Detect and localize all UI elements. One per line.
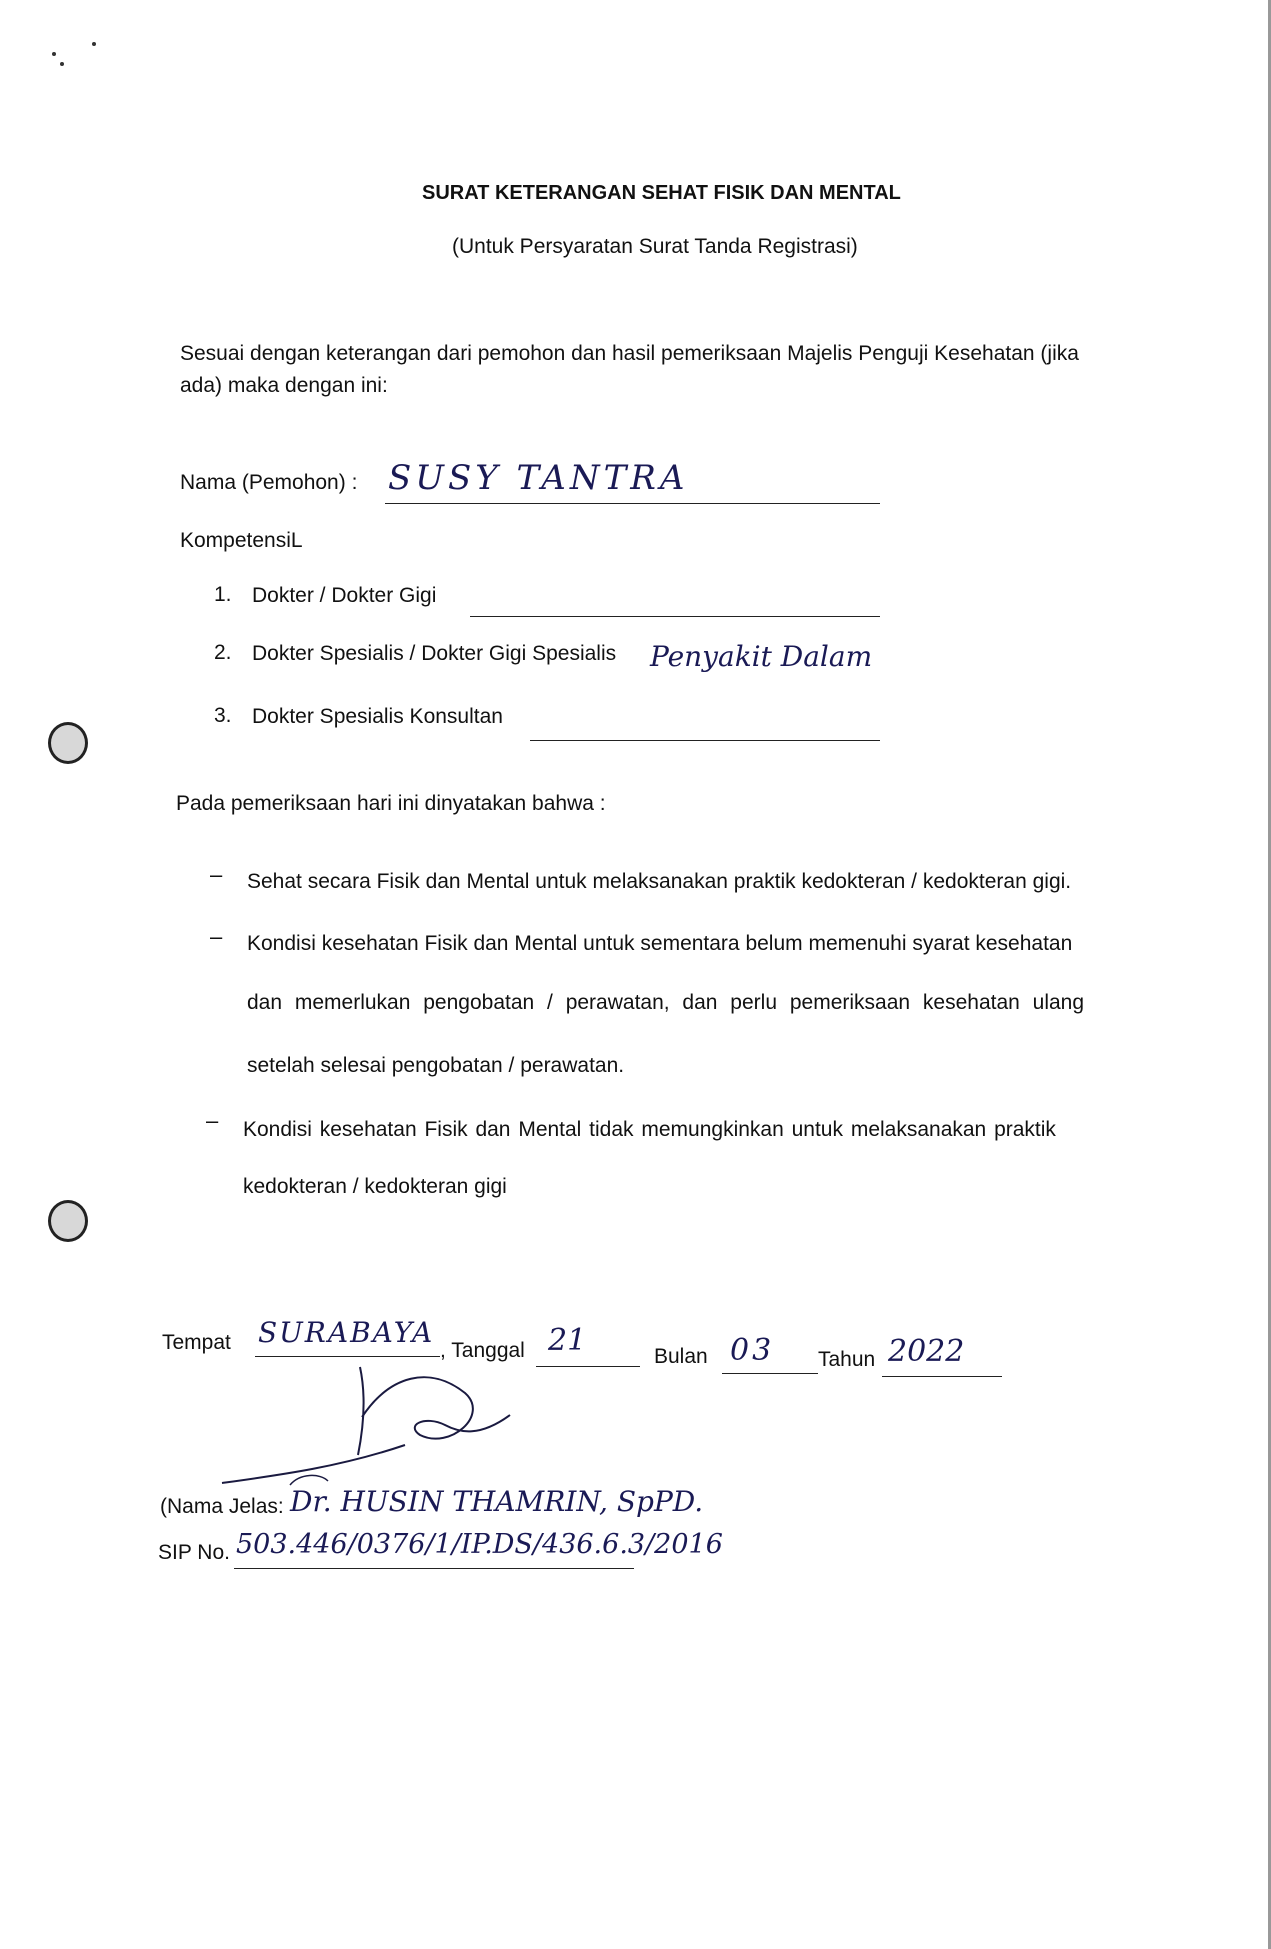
statement-3-bullet: – <box>206 1108 219 1133</box>
statement-2-line-2: dan memerlukan pengobatan / perawatan, dan perlu pemeriksaan kesehatan ulang <box>247 991 1085 1014</box>
competence-item-1-underline <box>470 616 880 617</box>
punch-hole-top <box>48 722 88 764</box>
sip-underline <box>234 1568 634 1569</box>
statement-3-line-2: kedokteran / kedokteran gigi <box>243 1175 507 1198</box>
applicant-name-value: SUSY TANTRA <box>388 458 689 498</box>
competence-item-2-number: 2. <box>214 641 232 664</box>
competence-item-2-label: Dokter Spesialis / Dokter Gigi Spesialis <box>252 642 617 665</box>
applicant-underline <box>385 503 880 504</box>
date-label: , Tanggal <box>440 1339 525 1362</box>
signatory-name-label: (Nama Jelas: <box>160 1495 284 1518</box>
punch-hole-bottom <box>48 1200 88 1242</box>
month-label: Bulan <box>654 1345 708 1368</box>
statement-2-bullet: – <box>210 924 223 949</box>
day-underline <box>536 1366 640 1367</box>
competence-item-1-label: Dokter / Dokter Gigi <box>252 584 437 607</box>
intro-line-1: Sesuai dengan keterangan dari pemohon dan hasil pemeriksaan Majelis Penguji Kesehatan (jika <box>180 342 1079 365</box>
exam-label: Pada pemeriksaan hari ini dinyatakan bahwa : <box>176 792 606 815</box>
statement-3-line-1: Kondisi kesehatan Fisik dan Mental tidak memungkinkan untuk melaksanakan praktik <box>243 1118 1056 1141</box>
place-value: SURABAYA <box>258 1316 435 1349</box>
year-value: 2022 <box>888 1334 965 1369</box>
intro-line-2: ada) maka dengan ini: <box>180 374 388 397</box>
scan-speck <box>60 62 64 66</box>
sip-value: 503.446/0376/1/IP.DS/436.6.3/2016 <box>236 1529 723 1560</box>
scan-speck <box>92 42 96 46</box>
document-subtitle: (Untuk Persyaratan Surat Tanda Registrasi) <box>452 235 858 258</box>
document-title: SURAT KETERANGAN SEHAT FISIK DAN MENTAL <box>422 182 901 204</box>
competence-item-3-underline <box>530 740 880 741</box>
month-value: 03 <box>730 1333 775 1368</box>
sip-label: SIP No. <box>158 1541 230 1564</box>
competence-item-1-number: 1. <box>214 583 232 606</box>
competence-item-3-label: Dokter Spesialis Konsultan <box>252 705 503 728</box>
scan-speck <box>52 52 56 56</box>
competence-item-3-number: 3. <box>214 704 232 727</box>
statement-1-line-1: Sehat secara Fisik dan Mental untuk melaksanakan praktik kedokteran / kedokteran gigi. <box>247 870 1072 893</box>
statement-1-bullet: – <box>210 862 223 887</box>
place-label: Tempat <box>162 1331 231 1354</box>
applicant-label: Nama (Pemohon) : <box>180 471 358 494</box>
day-value: 21 <box>548 1323 587 1358</box>
doctor-signature <box>220 1355 540 1505</box>
signatory-name-value: Dr. HUSIN THAMRIN, SpPD. <box>290 1485 704 1518</box>
year-underline <box>882 1376 1002 1377</box>
year-label: Tahun <box>818 1348 876 1371</box>
competence-item-2-value: Penyakit Dalam <box>650 640 873 673</box>
statement-2-line-3: setelah selesai pengobatan / perawatan. <box>247 1054 625 1077</box>
competence-label: KompetensiL <box>180 529 303 552</box>
month-underline <box>722 1373 818 1374</box>
statement-2-line-1: Kondisi kesehatan Fisik dan Mental untuk sementara belum memenuhi syarat kesehatan <box>247 932 1073 955</box>
